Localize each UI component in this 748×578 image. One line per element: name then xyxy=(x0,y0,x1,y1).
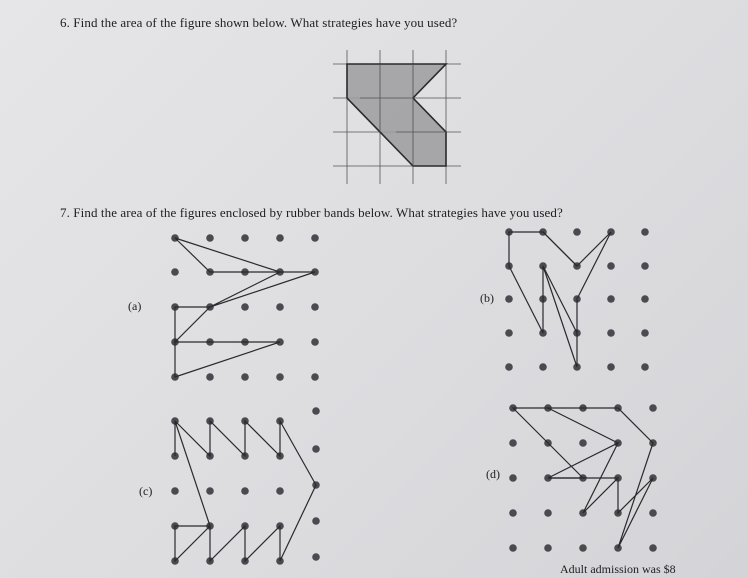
figure-a-label: (a) xyxy=(128,299,142,313)
geoboard-c xyxy=(171,407,320,565)
question-7: 7. Find the area of the figures enclosed by rubber bands below. What strategies have you used? xyxy=(60,205,563,220)
geoboard-d xyxy=(509,404,657,552)
question-6: 6. Find the area of the figure shown below. What strategies have you used? xyxy=(60,15,458,30)
figure-c-label: (c) xyxy=(139,484,153,498)
figure-d-label: (d) xyxy=(486,467,500,481)
geoboard-b xyxy=(505,228,649,371)
cut-off-bottom-text: Adult admission was $8 xyxy=(560,562,676,576)
figure-6-shaded-shape xyxy=(347,64,446,166)
figure-b-label: (b) xyxy=(480,291,494,305)
geoboard-a xyxy=(171,234,319,381)
